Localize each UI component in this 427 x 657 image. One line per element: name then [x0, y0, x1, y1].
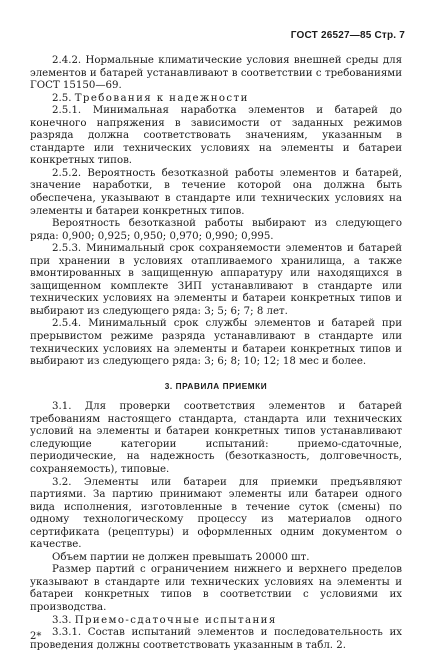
subsection-number: 3.3.: [52, 614, 72, 626]
paragraph-3-1: 3.1. Для проверки соответствия элементов и батарей требованиям настоящего стандарта, стандарта или технических условий на элементы и батареи конкретных типов устанавливают следующие категории испытаний: приемо-сдаточные, периодические, на надежность (безотказность, долговечность, сохраняемость), типовые.: [30, 401, 402, 475]
subsection-number: 2.5.: [52, 92, 72, 104]
document-body: [30, 55, 402, 652]
paragraph-2-5-4: 2.5.4. Минимальный срок службы элементов и батарей при прерывистом режиме разряда устанавливают в стандарте или технических условиях на элементы и батареи конкретных типов и выбирают из следующего ряда: 3; 6; 8; 10; 12; 18 мес и более.: [30, 318, 402, 368]
paragraph-2-5-2: 2.5.2. Вероятность безотказной работы элементов и батарей, значение наработки, в течение которой она должна быть обеспечена, указывают в стандарте или технических условиях на элементы и батареи конкретных типов.: [30, 167, 402, 217]
paragraph-probability: Вероятность безотказной работы выбирают из следующего ряда: 0,900; 0,925; 0,950; 0,970; 0,990; 0,995.: [30, 218, 402, 242]
section-heading-3: 3. ПРАВИЛА ПРИЕМКИ: [164, 381, 268, 391]
paragraph-2-5-1: 2.5.1. Минимальная наработка элементов и батарей до конечного напряжения в зависимости от заданных режимов разряда должна соответствовать значениям, указанным в стандарте или технических условиях на элементы и батареи конкретных типов.: [30, 105, 402, 167]
subsection-heading-2-5: [30, 93, 402, 106]
paragraph-lot-limits: Размер партий с ограничением нижнего и верхнего пределов указывают в стандарте или технических условиях на элементы и батареи конкретных типов в соответствии с условиями их производства.: [30, 564, 402, 613]
page-header: ГОСТ 26527—85 Стр. 7: [290, 30, 405, 41]
paragraph-2-4-2: 2.4.2. Нормальные климатические условия внешней среды для элементов и батарей устанавливают в соответствии с требованиями ГОСТ 15150—69.: [30, 55, 402, 92]
paragraph-2-5-3: 2.5.3. Минимальный срок сохраняемости элементов и батарей при хранении в условиях отапливаемого хранилища, а также вмонтированных в защищенную аппаратуру или находящихся в защищенном комплекте ЗИП устанавливают в стандарте или технических условиях на элементы и батареи конкретных типов и выбирают из следующего ряда: 3; 5; 6; 7; 8 лет.: [30, 243, 402, 317]
subsection-title: Приемо-сдаточные испытания: [74, 614, 277, 626]
paragraph-lot-size: Объем партии не должен превышать 20000 шт.: [52, 551, 310, 563]
paragraph-3-2: 3.2. Элементы или батареи для приемки предъявляют партиями. За партию принимают элементы или батареи одного вида исполнения, изготовленные в течение суток (смены) по одному технологическому процессу из материалов одного сертификата (рецептуры) и оформленных одним документом о качестве.: [30, 476, 402, 551]
paragraph-3-3-1: 3.3.1. Состав испытаний элементов и последовательность их проведения должны соответствовать указанным в табл. 2.: [30, 627, 402, 651]
page-footer-mark: 2*: [30, 631, 42, 642]
subsection-heading-3-3: [30, 615, 402, 628]
subsection-title: Требования к надежности: [74, 92, 249, 104]
